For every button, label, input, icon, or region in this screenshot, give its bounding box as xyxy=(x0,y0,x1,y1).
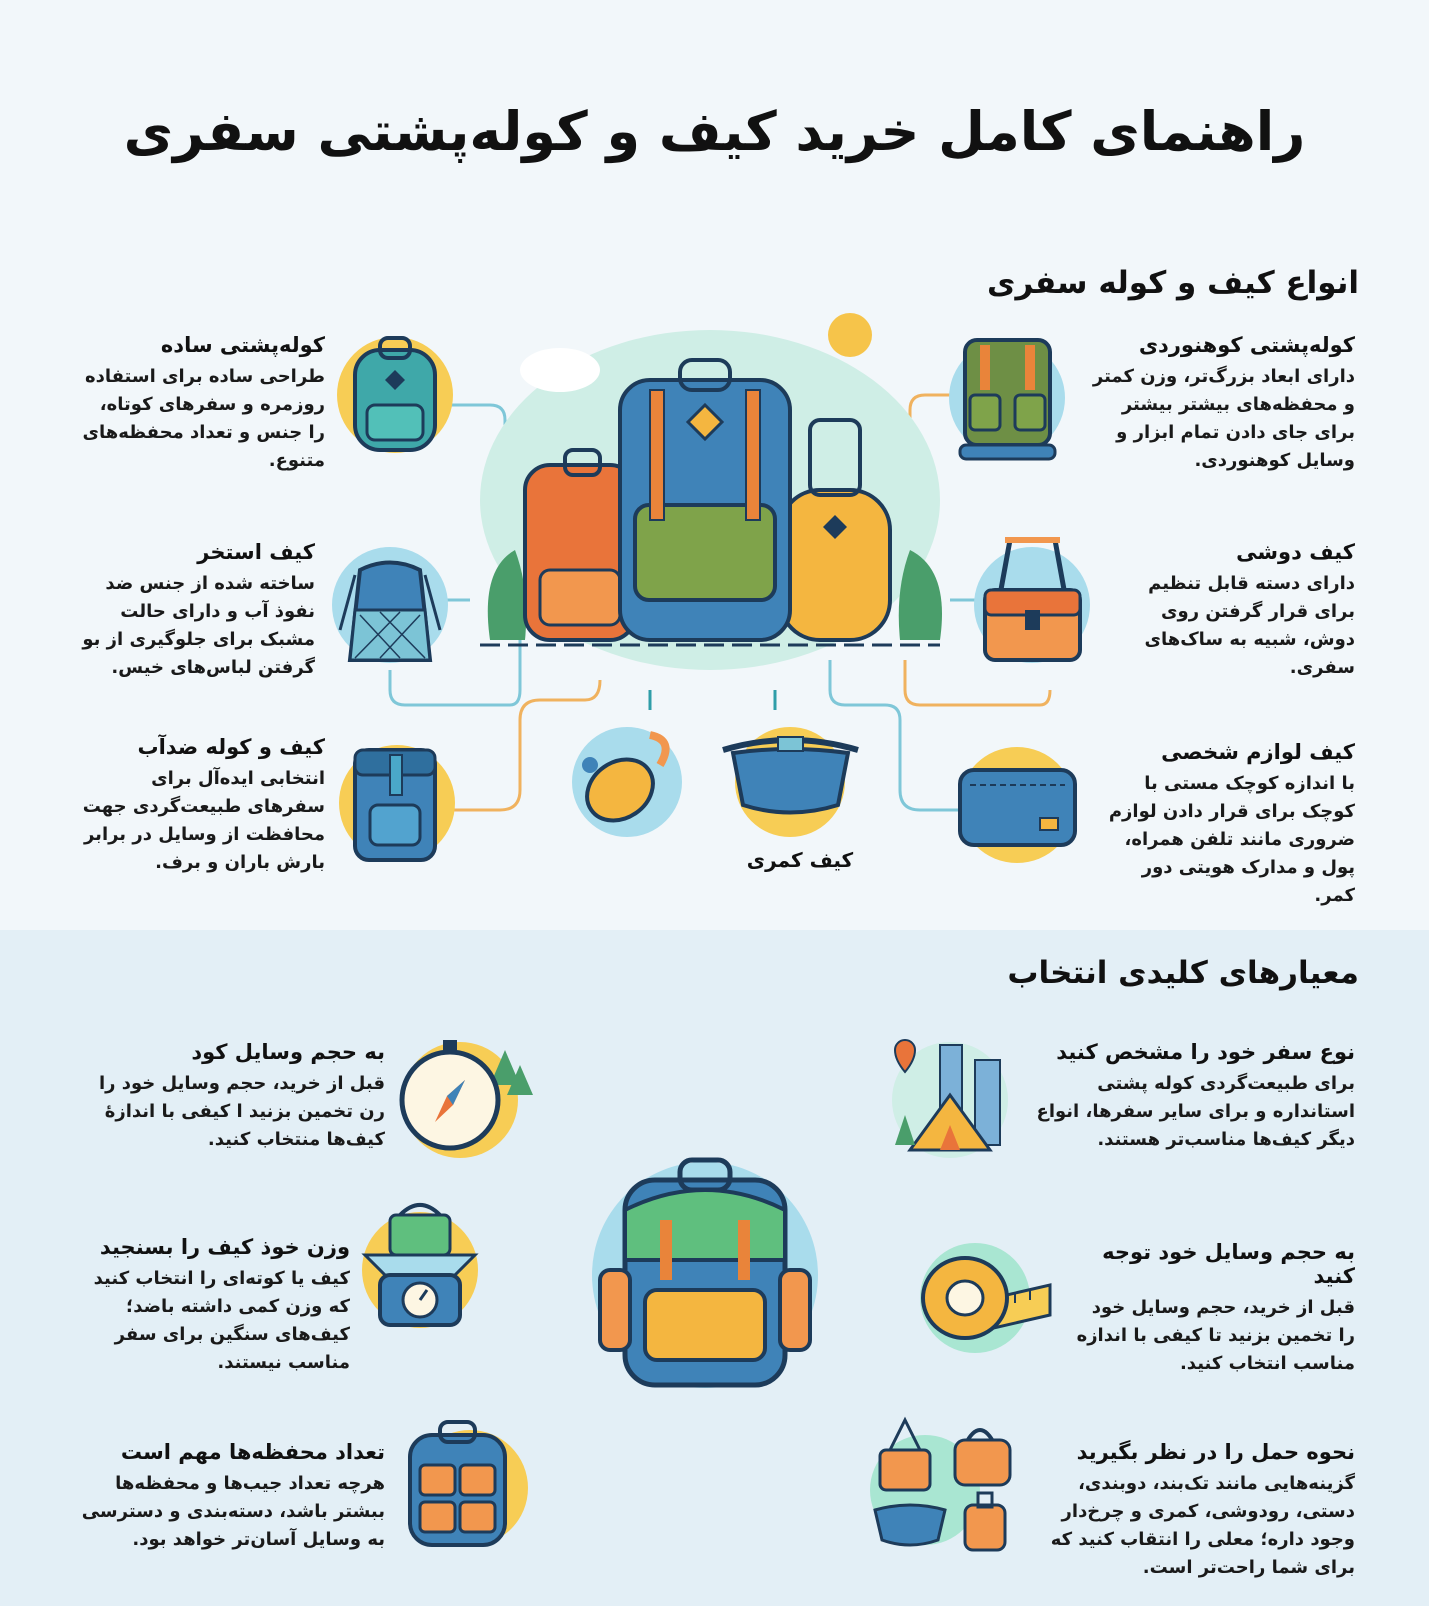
card-text: با اندازه کوچک مستی با کوچک برای قرار دادن لوازم ضروری مانند تلفن همراه، پول و مدارک هویتی دور کمر. xyxy=(1108,773,1355,906)
waist-bag-icon xyxy=(718,725,863,840)
criteria-card-carry xyxy=(1025,1440,1355,1582)
scale-icon xyxy=(355,1195,485,1335)
simple-backpack-icon xyxy=(335,330,455,460)
card-title: کیف استخر xyxy=(197,540,315,564)
sling-bag-icon xyxy=(570,725,685,840)
card-title: کیف لوازم شخصی xyxy=(1161,740,1355,764)
types-section-heading: انواع کیف و کوله سفری xyxy=(987,265,1359,301)
waterproof-backpack-icon xyxy=(335,735,460,870)
card-title: کیف و کوله ضدآب xyxy=(137,735,325,759)
card-title: به حجم وسایل خود توجه کنید xyxy=(1102,1240,1355,1288)
card-title: نحوه حمل را در نظر بگیرید xyxy=(1076,1440,1355,1464)
card-text: قبل از خرید، حجم وسایل خود را رن تخمین بزنید ا کیفی با اندازهٔ کیف‌ها منتخاب کنید. xyxy=(98,1073,385,1150)
criteria-card-weight xyxy=(70,1235,350,1377)
hero-bags-illustration xyxy=(470,310,950,680)
center-backpack-illustration xyxy=(590,1150,820,1400)
card-title: تعداد محفظه‌ها مهم است xyxy=(120,1440,385,1464)
criteria-card-trip-type xyxy=(1030,1040,1355,1154)
tape-measure-icon xyxy=(915,1240,1055,1355)
card-text: انتخابی ایده‌آل برای سفرهای طبیعت‌گردی جهت محافظت از وسایل در برابر بارش باران و برف. xyxy=(82,768,325,873)
pouch-icon xyxy=(955,740,1080,870)
card-text: هرچه تعداد جیب‌ها و محفظه‌ها ببشتر باشد، دسته‌بندی و دسترسی به وسایل آسان‌تر خواهد بود. xyxy=(81,1473,385,1550)
card-text: برای طبیعت‌گردی کوله پشتی استانداره و برای سایر سفرها، انواع دیگر کیف‌ها مناسب‌تر هستند. xyxy=(1036,1073,1355,1150)
compass-icon xyxy=(395,1030,535,1165)
type-card-hiking-backpack xyxy=(1090,333,1355,475)
criteria-card-size xyxy=(1070,1240,1355,1378)
card-text: کیف یا کوته‌ای را انتخاب کنید که وزن کمی داشته باضد؛ کیف‌های سنگین برای سفر مناسب نیستند. xyxy=(93,1268,350,1373)
card-text: طراحی ساده برای استفاده روزمره و سفرهای کوتاه، را جنس و تعداد محفظه‌های متنوع. xyxy=(82,366,325,471)
criteria-card-pockets xyxy=(70,1440,385,1554)
shoulder-bag-icon xyxy=(970,535,1095,670)
card-title: نوع سفر خود را مشخص کنید xyxy=(1056,1040,1355,1064)
card-title: کوله‌پشتی ساده xyxy=(160,333,325,357)
type-card-personal-pouch xyxy=(1095,740,1355,910)
type-card-shoulder-bag xyxy=(1105,540,1355,682)
card-title: به حجم وسایل کود xyxy=(191,1040,385,1064)
card-title: کیف دوشی xyxy=(1236,540,1355,564)
criteria-card-volume xyxy=(70,1040,385,1154)
type-card-waterproof xyxy=(70,735,325,877)
card-text: گزینه‌هایی مانند تک‌بند، دوبندی، دستی، رودوشی، کمری و چرخ‌دار وجود داره؛ معلی را انتقاب کنید که برای شما راحت‌تر است. xyxy=(1050,1473,1355,1578)
waist-bag-label: کیف کمری xyxy=(746,848,854,872)
page-title: راهنمای کامل خرید کیف و کوله‌پشتی سفری xyxy=(123,100,1306,163)
type-card-pool-bag xyxy=(60,540,315,682)
card-text: دارای ابعاد بزرگ‌تر، وزن کمتر و محفظه‌های بیشتر بیشتر برای جای دادن تمام ابزار و وسایل کوهنوردی. xyxy=(1092,366,1355,471)
card-title: وزن خوذ کیف را بسنجید xyxy=(99,1235,350,1259)
pockets-backpack-icon xyxy=(395,1420,530,1555)
card-text: قبل از خرید، حجم وسایل خود را تخمین بزنید تا کیفی با اندازه مناسب انتخاب کنید. xyxy=(1076,1297,1355,1374)
card-text: دارای دسته قابل تنظیم برای قرار گرفتن روی دوش، شبیه به ساک‌های سفری. xyxy=(1144,573,1355,678)
criteria-section-heading: معیارهای کلیدی انتخاب xyxy=(1007,955,1359,991)
city-tent-icon xyxy=(880,1035,1020,1160)
bags-set-icon xyxy=(870,1415,1020,1560)
hiking-backpack-icon xyxy=(945,330,1070,465)
card-text: ساخته شده از جنس ضد نفوذ آب و دارای حالت مشبک برای جلوگیری از بو گرفتن لباس‌های خیس. xyxy=(82,573,315,678)
type-card-simple-backpack xyxy=(80,333,325,475)
card-title: کوله‌پشتی کوهنوردی xyxy=(1138,333,1355,357)
drawstring-bag-icon xyxy=(325,540,455,670)
